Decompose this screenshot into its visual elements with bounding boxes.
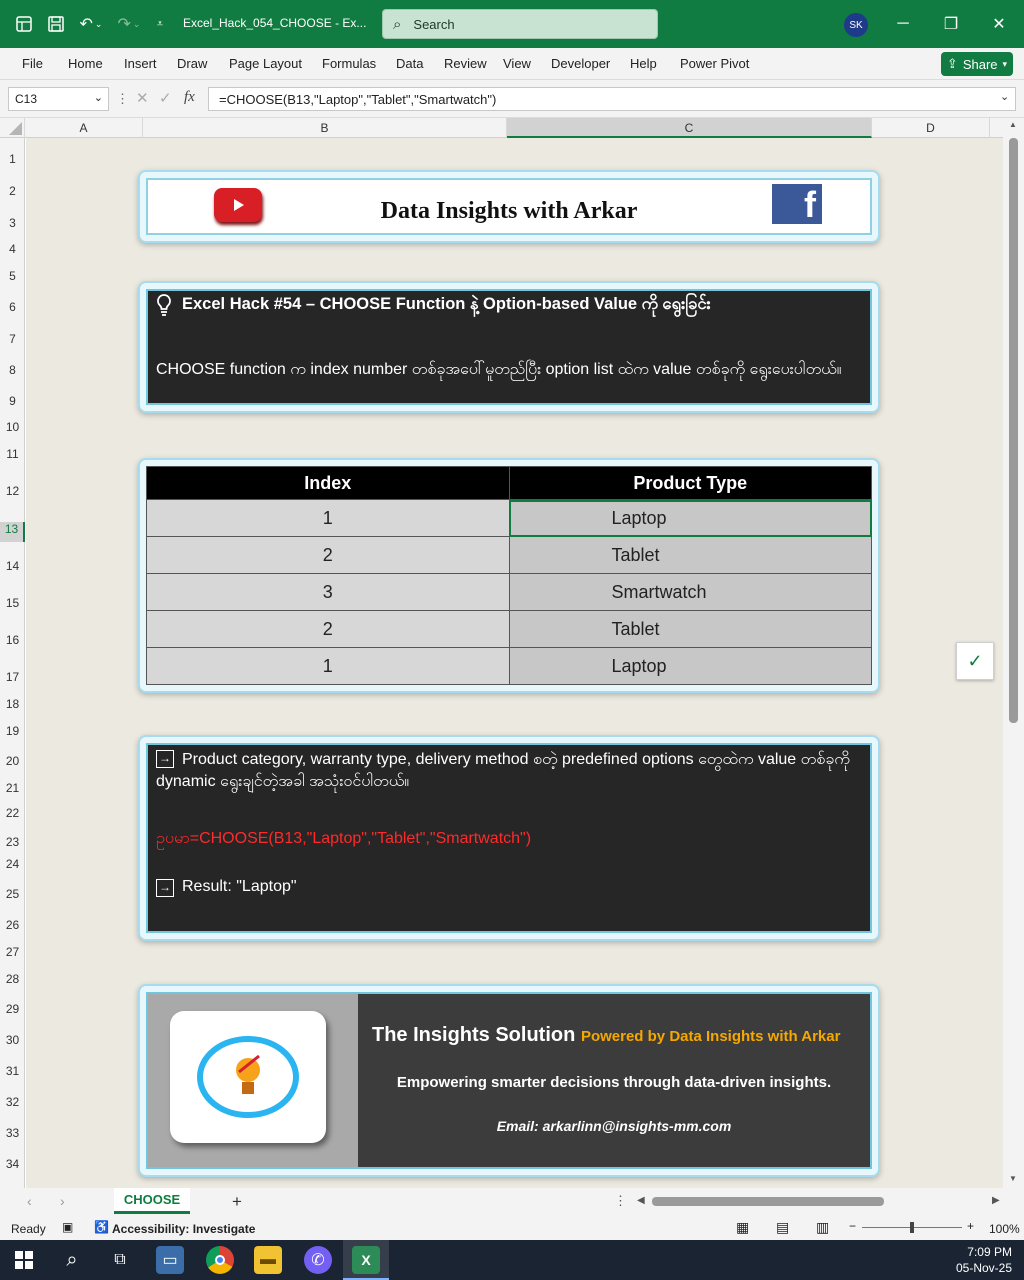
checkmark-icon[interactable]: ✓ bbox=[956, 642, 994, 680]
avatar[interactable]: SK bbox=[844, 13, 868, 37]
chevron-down-icon: ⌄ bbox=[93, 92, 103, 104]
macro-record-icon[interactable]: ▣ bbox=[62, 1220, 74, 1234]
search-placeholder: Search bbox=[413, 16, 455, 32]
ribbon-tabs bbox=[0, 48, 1024, 80]
row-header[interactable]: 16 bbox=[5, 633, 20, 647]
formula-input[interactable]: =CHOOSE(B13,"Laptop","Tablet","Smartwatch") bbox=[208, 87, 1016, 111]
restore-icon[interactable]: ❐ bbox=[943, 16, 959, 33]
column-header-b[interactable]: B bbox=[143, 118, 507, 138]
footer-card bbox=[138, 984, 880, 1177]
taskbar bbox=[0, 1240, 1024, 1280]
logo-panel bbox=[148, 994, 358, 1167]
search-box[interactable] bbox=[382, 9, 658, 39]
row-header[interactable]: 21 bbox=[5, 781, 20, 795]
active-app-highlight bbox=[343, 1240, 389, 1280]
row-header[interactable]: 30 bbox=[5, 1033, 20, 1047]
column-header-d[interactable]: D bbox=[872, 118, 990, 138]
column-header-index: Index bbox=[147, 467, 510, 500]
search-icon[interactable]: ⌕ bbox=[66, 1248, 78, 1271]
accessibility-status[interactable]: Accessibility: Investigate bbox=[112, 1222, 256, 1236]
row-header[interactable]: 34 bbox=[5, 1157, 20, 1171]
table-row bbox=[147, 611, 872, 648]
email: Email: arkarlinn@insights-mm.com bbox=[496, 1118, 732, 1134]
brand-name: The Insights Solution bbox=[372, 1024, 576, 1046]
tab-formulas[interactable]: Formulas bbox=[322, 56, 377, 71]
sheet-tab-choose[interactable]: CHOOSE bbox=[114, 1188, 190, 1214]
tab-draw[interactable]: Draw bbox=[177, 56, 208, 71]
intro-card bbox=[138, 281, 880, 413]
cell-product-type[interactable]: Tablet bbox=[509, 537, 872, 574]
scroll-right-icon[interactable]: ▶ bbox=[992, 1195, 1000, 1206]
brand-panel bbox=[358, 994, 870, 1167]
status-ready: Ready bbox=[11, 1222, 46, 1236]
row-header[interactable]: 19 bbox=[5, 724, 20, 738]
tab-help[interactable]: Help bbox=[630, 56, 657, 71]
table-row bbox=[147, 500, 872, 537]
normal-view-icon[interactable]: ▦ bbox=[736, 1219, 750, 1235]
row-header[interactable]: 25 bbox=[5, 887, 20, 901]
desktop-app-icon[interactable]: ▭ bbox=[156, 1246, 184, 1274]
page-break-view-icon[interactable]: ▥ bbox=[816, 1219, 830, 1235]
file-explorer-icon[interactable]: ▬ bbox=[254, 1246, 282, 1274]
zoom-level[interactable]: 100% bbox=[989, 1222, 1020, 1236]
intro-heading: Excel Hack #54 – CHOOSE Function နဲ့ Option-based Value ကို ရွေးခြင်း bbox=[182, 295, 711, 313]
enter-icon[interactable]: ✓ bbox=[159, 90, 172, 107]
row-header[interactable]: 33 bbox=[5, 1126, 20, 1140]
formula-bar bbox=[0, 80, 1024, 118]
row-header[interactable]: 1 bbox=[9, 152, 16, 166]
example-formula: ဥပမာ=CHOOSE(B13,"Laptop","Tablet","Smartwatch") bbox=[156, 830, 532, 847]
row-header[interactable]: 8 bbox=[9, 363, 16, 377]
cell-index[interactable]: 1 bbox=[147, 648, 510, 685]
expand-formula-icon[interactable]: ⌄ bbox=[1000, 91, 1010, 103]
row-header[interactable]: 17 bbox=[5, 670, 20, 684]
facebook-icon[interactable]: f bbox=[772, 184, 822, 224]
scroll-left-icon[interactable]: ◀ bbox=[637, 1195, 645, 1206]
row-header[interactable]: 20 bbox=[5, 754, 20, 768]
row-header[interactable]: 14 bbox=[5, 559, 20, 573]
cell-product-type[interactable]: Laptop bbox=[509, 648, 872, 685]
row-header[interactable]: 2 bbox=[9, 184, 16, 198]
cell-product-type-selected[interactable]: Laptop bbox=[509, 500, 872, 537]
tab-data[interactable]: Data bbox=[396, 56, 424, 71]
row-header[interactable]: 31 bbox=[5, 1064, 20, 1078]
row-header[interactable]: 23 bbox=[5, 835, 20, 849]
table-row bbox=[147, 574, 872, 611]
tab-review[interactable]: Review bbox=[444, 56, 487, 71]
cell-product-type[interactable]: Tablet bbox=[509, 611, 872, 648]
cell-index[interactable]: 1 bbox=[147, 500, 510, 537]
add-sheet-icon[interactable]: + bbox=[232, 1192, 242, 1211]
status-bar bbox=[0, 1216, 1024, 1240]
row-header[interactable]: 27 bbox=[5, 945, 20, 959]
arrow-right-icon: → bbox=[156, 879, 174, 897]
table-row bbox=[147, 648, 872, 685]
column-header-product-type: Product Type bbox=[509, 467, 872, 500]
tab-developer[interactable]: Developer bbox=[551, 56, 611, 71]
arrow-right-icon: → bbox=[156, 750, 174, 768]
insert-function-icon[interactable]: fx bbox=[184, 89, 195, 105]
tab-file[interactable]: File bbox=[22, 56, 43, 71]
result-text: Result: "Laptop" bbox=[182, 878, 297, 895]
excel-app-icon[interactable] bbox=[12, 12, 36, 36]
zoom-in-icon[interactable]: + bbox=[967, 1219, 975, 1233]
intro-body: CHOOSE function က index number တစ်ခုအပေါ်မူတည်ပြီး option list ထဲက value တစ်ခုကို ရွေးပေးပါတယ်။ bbox=[156, 361, 842, 378]
row-header[interactable]: 18 bbox=[5, 697, 20, 711]
save-icon[interactable] bbox=[44, 12, 68, 36]
chevron-down-icon: ▾ bbox=[1002, 58, 1008, 69]
horizontal-scroll-thumb[interactable] bbox=[652, 1197, 884, 1206]
row-header[interactable]: 7 bbox=[9, 332, 16, 346]
row-header[interactable]: 11 bbox=[6, 447, 19, 461]
row-header[interactable]: 29 bbox=[5, 1002, 20, 1016]
tab-insert[interactable]: Insert bbox=[124, 56, 157, 71]
lightbulb-logo-icon bbox=[193, 1032, 303, 1122]
select-all-button[interactable] bbox=[0, 118, 25, 138]
note-line: Product category, warranty type, delivery method စတဲ့ predefined options တွေထဲက value တစ်ခုကို dynamic ရွေးချင်တဲ့အခါ အသုံးဝင်ပါတယ်။ bbox=[156, 751, 850, 790]
vertical-scroll-thumb[interactable] bbox=[1009, 138, 1018, 723]
cell-index[interactable]: 2 bbox=[147, 537, 510, 574]
clock-date[interactable]: 05-Nov-25 bbox=[955, 1261, 1012, 1275]
header-card bbox=[138, 170, 880, 243]
name-box[interactable]: C13 ⌄ bbox=[8, 87, 109, 111]
column-headers bbox=[0, 118, 1003, 138]
redo-icon[interactable]: ↷ ⌄ bbox=[117, 16, 141, 33]
search-icon: ⌕ bbox=[393, 15, 402, 33]
scroll-down-icon[interactable]: ▼ bbox=[1009, 1174, 1017, 1183]
header-title: Data Insights with Arkar bbox=[380, 198, 638, 224]
row-header[interactable]: 12 bbox=[5, 484, 20, 498]
row-headers bbox=[0, 138, 25, 1188]
accessibility-icon[interactable]: ♿ bbox=[94, 1220, 109, 1234]
row-header[interactable]: 9 bbox=[9, 394, 16, 408]
tab-home[interactable]: Home bbox=[68, 56, 103, 71]
row-header[interactable]: 15 bbox=[5, 596, 20, 610]
document-title: Excel_Hack_054_CHOOSE - Ex... bbox=[183, 16, 367, 30]
next-sheet-icon[interactable]: › bbox=[60, 1193, 65, 1209]
cell-index[interactable]: 2 bbox=[147, 611, 510, 648]
zoom-out-icon[interactable]: − bbox=[849, 1219, 857, 1233]
scroll-up-icon[interactable]: ▲ bbox=[1009, 120, 1017, 129]
share-button[interactable]: ⇪ Share ▾ bbox=[941, 52, 1013, 76]
tagline: Empowering smarter decisions through data-driven insights. bbox=[396, 1074, 832, 1091]
product-table bbox=[146, 466, 872, 685]
row-header[interactable]: 4 bbox=[9, 242, 16, 256]
close-icon[interactable]: ✕ bbox=[992, 16, 1006, 33]
table-card bbox=[138, 458, 880, 693]
sheet-tab-bar bbox=[0, 1188, 1024, 1216]
tab-page-layout[interactable]: Page Layout bbox=[229, 56, 303, 71]
more-icon: ⋮ bbox=[116, 91, 129, 106]
viber-icon[interactable]: ✆ bbox=[304, 1246, 332, 1274]
row-header[interactable]: 28 bbox=[5, 972, 20, 986]
share-icon: ⇪ bbox=[946, 56, 958, 71]
logo-badge bbox=[170, 1011, 326, 1143]
row-header-selected[interactable]: 13 bbox=[0, 522, 25, 542]
tab-view[interactable]: View bbox=[503, 56, 531, 71]
prev-sheet-icon[interactable]: ‹ bbox=[27, 1193, 32, 1209]
task-view-icon[interactable]: ⧉ bbox=[114, 1251, 126, 1268]
row-header[interactable]: 3 bbox=[9, 216, 16, 230]
row-header[interactable]: 5 bbox=[9, 269, 16, 283]
note-card bbox=[138, 735, 880, 941]
minimize-icon[interactable]: ─ bbox=[897, 15, 909, 32]
row-header[interactable]: 24 bbox=[5, 857, 20, 871]
row-header[interactable]: 22 bbox=[5, 806, 20, 820]
row-header[interactable]: 6 bbox=[9, 300, 16, 314]
excel-taskbar-icon[interactable]: X bbox=[352, 1246, 380, 1274]
chrome-icon[interactable] bbox=[206, 1246, 234, 1274]
row-header[interactable]: 26 bbox=[5, 918, 20, 932]
clock-time[interactable]: 7:09 PM bbox=[967, 1245, 1012, 1259]
cancel-icon[interactable]: ✕ bbox=[136, 90, 149, 107]
lightbulb-icon bbox=[156, 294, 172, 321]
undo-icon[interactable]: ↶ ⌄ bbox=[79, 16, 103, 33]
customize-quick-access-icon[interactable]: ⩡ bbox=[156, 17, 164, 30]
column-header-a[interactable]: A bbox=[25, 118, 143, 138]
more-icon[interactable]: ⋮ bbox=[614, 1193, 627, 1208]
tab-power-pivot[interactable]: Power Pivot bbox=[680, 56, 750, 71]
row-header[interactable]: 10 bbox=[5, 420, 20, 434]
powered-by: Powered by Data Insights with Arkar bbox=[580, 1028, 841, 1045]
title-bar bbox=[0, 0, 1024, 48]
table-row bbox=[147, 537, 872, 574]
zoom-slider-thumb[interactable] bbox=[910, 1222, 914, 1233]
windows-start-icon[interactable] bbox=[10, 1246, 38, 1274]
cell-product-type[interactable]: Smartwatch bbox=[509, 574, 872, 611]
row-header[interactable]: 32 bbox=[5, 1095, 20, 1109]
column-header-c[interactable]: C bbox=[507, 118, 872, 138]
page-layout-view-icon[interactable]: ▤ bbox=[776, 1219, 790, 1235]
cell-index[interactable]: 3 bbox=[147, 574, 510, 611]
